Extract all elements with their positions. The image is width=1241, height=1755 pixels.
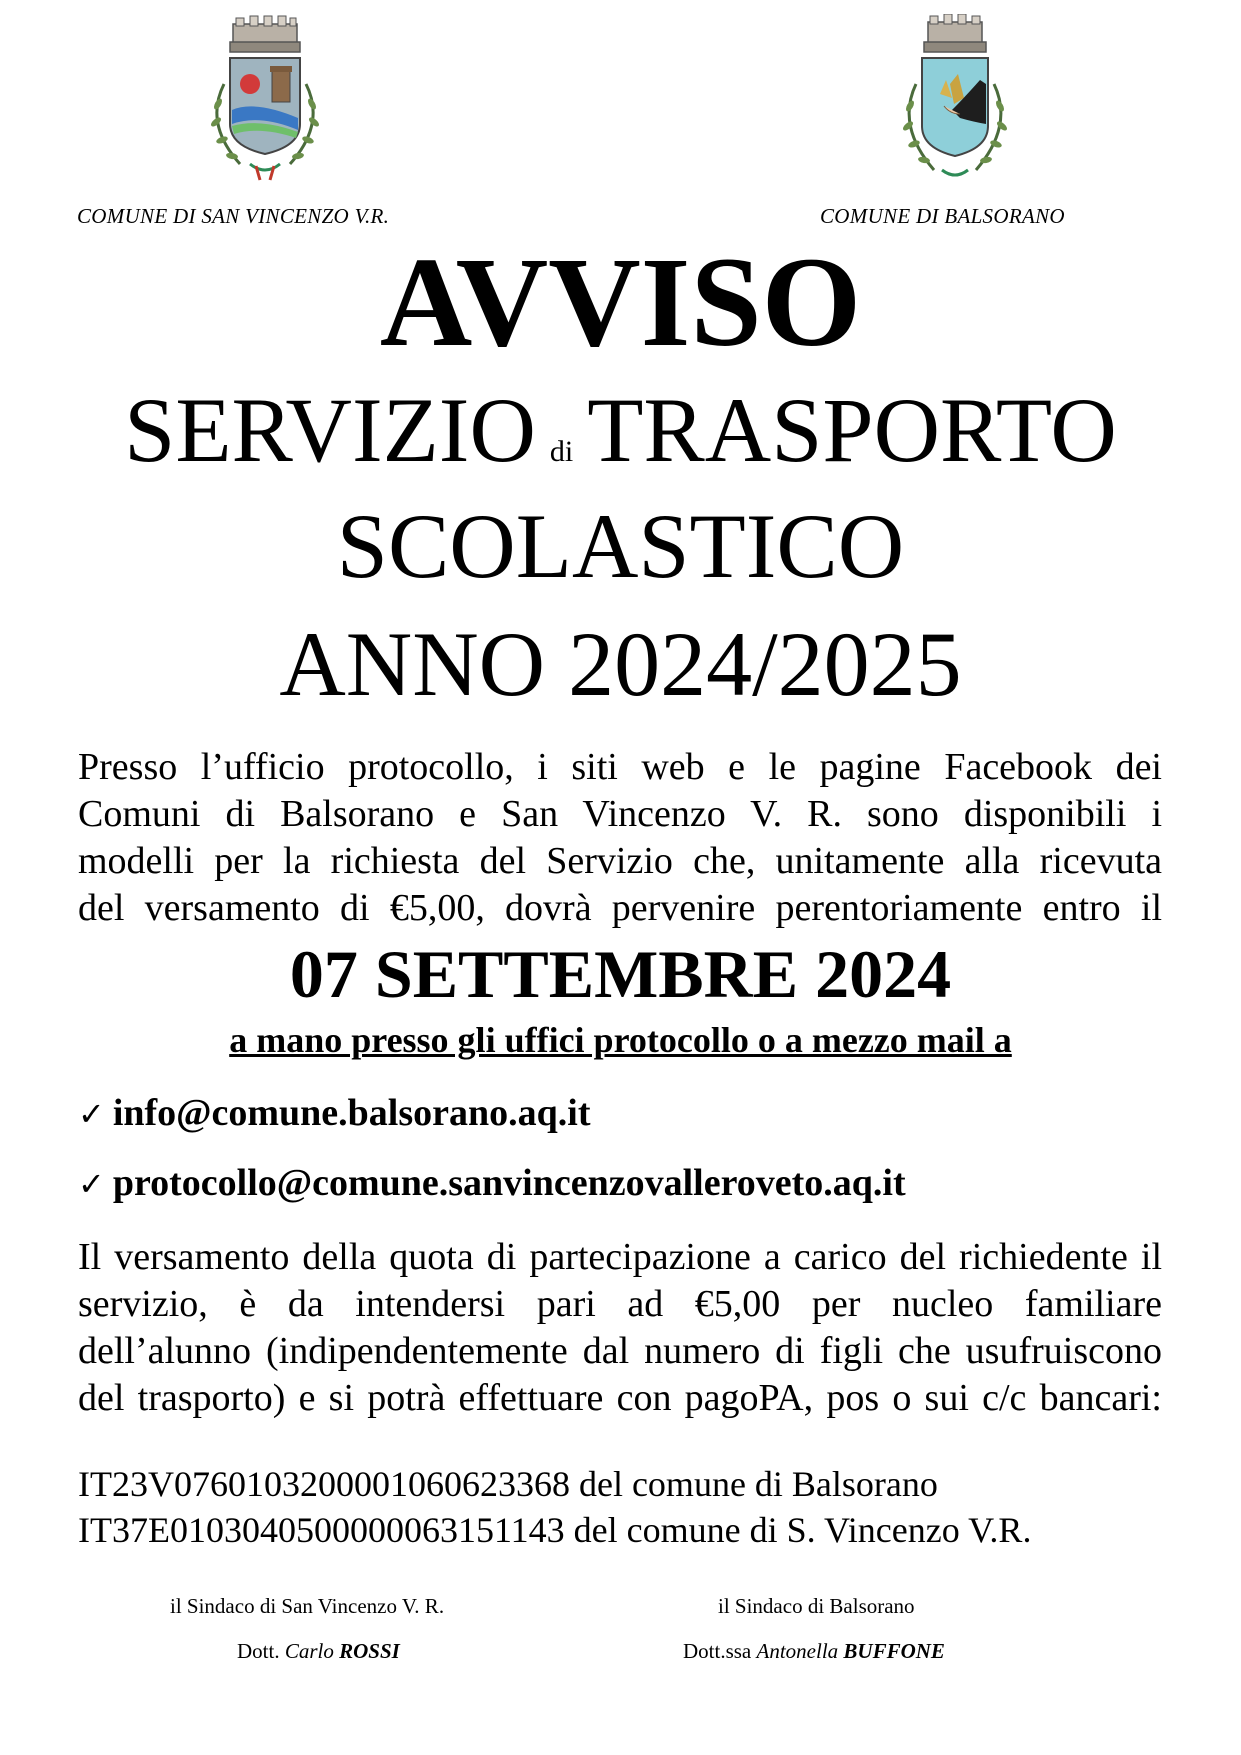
iban-balsorano: IT23V0760103200001060623368 del comune di Balsorano [78, 1464, 938, 1504]
intro-line: modelli per la richiesta del Servizio che, unitamente alla ricevuta [78, 840, 1162, 882]
delivery-note: a mano presso gli uffici protocollo o a mezzo mail a [229, 1020, 1012, 1060]
title-word-di: di [549, 435, 574, 468]
email-address[interactable]: info@comune.balsorano.aq.it [112, 1092, 591, 1134]
intro-line: del versamento di €5,00, dovrà pervenire perentoriamente entro il [78, 887, 1162, 929]
payment-line: del trasporto) e si potrà effettuare con pagoPA, pos o sui c/c bancari: [78, 1377, 1162, 1419]
checkmark-icon: ✓ [78, 1095, 105, 1133]
signature-name-balsorano [683, 1641, 945, 1662]
signature-title: Dott.ssa [683, 1639, 752, 1663]
payment-line: dell’alunno (indipendentemente dal numero di figli che usufruiscono [78, 1330, 1162, 1372]
intro-line: Presso l’ufficio protocollo, i siti web e le pagine Facebook dei [78, 746, 1162, 788]
email-address[interactable]: protocollo@comune.sanvincenzovalleroveto.aq.it [112, 1162, 906, 1204]
iban-san-vincenzo: IT37E0103040500000063151143 del comune di S. Vincenzo V.R. [78, 1510, 1032, 1550]
title-word-trasporto: TRASPORTO [587, 379, 1117, 481]
title-word-servizio: SERVIZIO [124, 379, 536, 481]
payment-line: servizio, è da intendersi pari ad €5,00 per nucleo familiare [78, 1283, 1162, 1325]
title-line-service [0, 379, 1241, 481]
signature-first-name: Antonella [756, 1639, 839, 1663]
checkmark-icon: ✓ [78, 1165, 105, 1203]
email-balsorano[interactable] [78, 1094, 590, 1132]
intro-paragraph [78, 744, 1162, 932]
payment-paragraph [78, 1234, 1162, 1422]
title-line-scolastico: SCOLASTICO [336, 495, 905, 597]
signature-first-name: Carlo [284, 1639, 334, 1663]
san-vincenzo-crest-icon [200, 14, 330, 184]
intro-line: Comuni di Balsorano e San Vincenzo V. R. sono disponibili i [78, 793, 1162, 835]
email-san-vincenzo[interactable] [78, 1164, 906, 1202]
municipality-label-san-vincenzo: COMUNE DI SAN VINCENZO V.R. [77, 204, 390, 228]
balsorano-crest-icon [890, 14, 1020, 189]
municipality-label-balsorano: COMUNE DI BALSORANO [820, 204, 1065, 228]
payment-line: Il versamento della quota di partecipazione a carico del richiedente il [78, 1236, 1162, 1278]
title-line-year: ANNO 2024/2025 [279, 613, 962, 715]
signature-role-san-vincenzo: il Sindaco di San Vincenzo V. R. [170, 1594, 445, 1618]
signature-title: Dott. [237, 1639, 280, 1663]
signature-name-san-vincenzo [237, 1641, 400, 1662]
signature-role-balsorano: il Sindaco di Balsorano [718, 1594, 915, 1618]
deadline-date: 07 SETTEMBRE 2024 [289, 936, 952, 1012]
signature-last-name: BUFFONE [843, 1639, 945, 1663]
signature-last-name: ROSSI [339, 1639, 400, 1663]
notice-heading: AVVISO [379, 231, 862, 373]
